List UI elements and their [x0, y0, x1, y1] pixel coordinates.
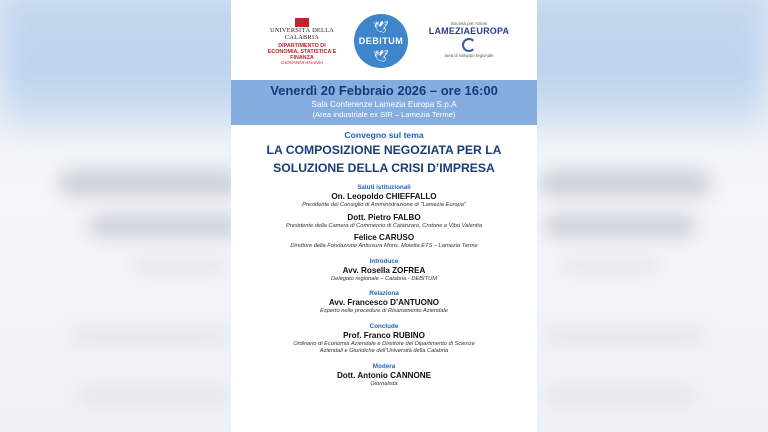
lamezia-top-text: Società per Azioni	[450, 21, 488, 26]
unical-logo	[263, 18, 341, 67]
speaker-role: Presidente della Camera di Commercio di Catanzaro, Crotone e Vibo Valentia	[285, 222, 482, 229]
unical-dedication: GIOVANNI ANANIA	[280, 60, 324, 66]
speaker-name: Dott. Pietro FALBO	[347, 212, 421, 222]
date-band	[231, 80, 537, 125]
poster-body	[231, 125, 537, 388]
speaker-name: Avv. Rosella ZOFREA	[342, 265, 426, 275]
debitum-logo	[354, 14, 408, 68]
speaker-role: Giornalista	[370, 380, 398, 387]
section-label-conclude: Conclude	[369, 322, 399, 330]
speaker-name: Avv. Francesco D’ANTUONO	[328, 298, 440, 307]
lamezia-subtitle: area di sviluppo regionale	[444, 53, 494, 58]
section-label-relazione: Relaziona	[369, 290, 399, 297]
event-venue: Sala Conferenze Lamezia Europa S.p.A	[311, 100, 457, 109]
speaker-role: Direttore della Fondazione Antiusura Mons. Moietta ETS – Lamezia Terme	[290, 243, 478, 249]
speaker-role: Aziendali e Giuridiche dell’Università della Calabria	[319, 348, 449, 354]
event-date-time: Venerdì 20 Febbraio 2026 – ore 16:00	[270, 83, 498, 98]
speaker-name: Prof. Franco RUBINO	[343, 330, 425, 340]
unical-department: DIPARTIMENTO DI ECONOMIA, STATISTICA E FINANZA	[267, 42, 337, 61]
convegno-title-line1: LA COMPOSIZIONE NEGOZIATA PER LA	[266, 143, 502, 157]
section-label-saluti: Saluti istituzionali	[357, 184, 411, 191]
swallow-icon: 🕊	[373, 20, 389, 34]
unical-name: UNIVERSITÀ DELLA CALABRIA	[269, 27, 335, 41]
swallow-icon: 🕊	[373, 49, 389, 63]
event-venue-detail: (Area industriale ex SIR – Lamezia Terme)	[312, 110, 456, 119]
convegno-label: Convegno sul tema	[344, 130, 424, 140]
speaker-name: Felice CARUSO	[353, 233, 415, 242]
debitum-name: DEBITUM	[358, 36, 404, 46]
lamezia-name: LAMEZIAEUROPA	[428, 26, 510, 36]
swirl-icon	[462, 38, 476, 52]
unical-emblem-icon	[295, 18, 309, 27]
poster-header	[231, 0, 537, 80]
speaker-role: Ordinario di Economia Aziendale e Direttore del Dipartimento di Scienze	[293, 340, 475, 347]
lamezia-europa-logo	[426, 21, 512, 58]
speaker-name: On. Leopoldo CHIEFFALLO	[331, 192, 437, 201]
speaker-role: Presidente del Consiglio di Amministrazione di "Lamezia Europa"	[302, 202, 466, 208]
speaker-role: Delegato regionale – Calabria - DEBITUM	[331, 275, 437, 282]
section-label-introduce: Introduce	[369, 257, 399, 265]
event-poster	[231, 0, 537, 432]
speaker-role: Esperto nelle procedure di Risanamento Aziendale	[320, 308, 448, 314]
convegno-title-line2: SOLUZIONE DELLA CRISI D’IMPRESA	[273, 161, 495, 175]
speaker-name: Dott. Antonio CANNONE	[336, 370, 432, 380]
section-label-modera: Modera	[372, 362, 396, 370]
